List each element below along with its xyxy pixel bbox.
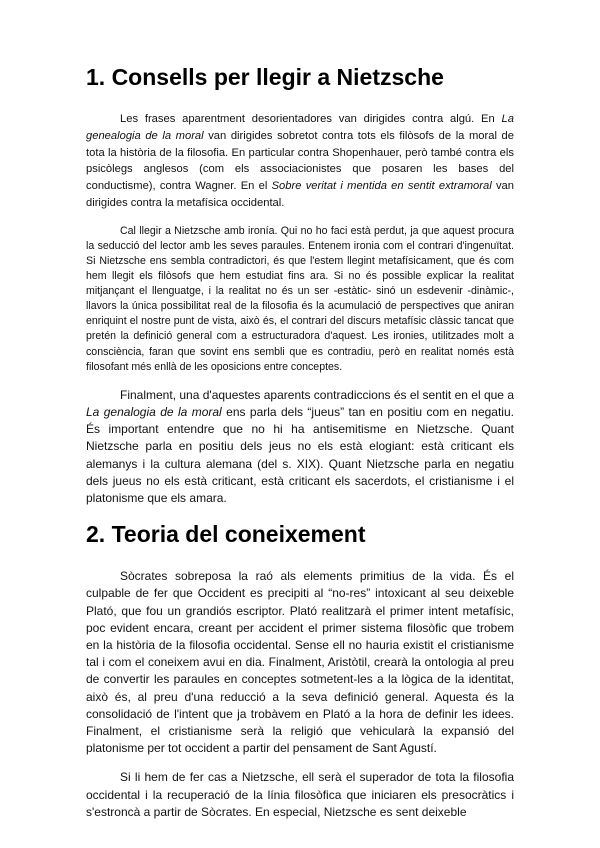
s1p1-book-title: La genealogia de la moral [86, 113, 514, 142]
s1p1-essay-title: Sobre veritat i mentida en sentit extramoral [271, 180, 492, 193]
section-1-paragraph-2: Cal llegir a Nietzsche amb ironía. Qui no ho faci està perdut, ja que aquest procura la seducció del lector amb les seves paraules. Entenem ironia com el contrari d'ingenuïtat. Si Nietzsche ens sembla contradictori, és que l'estem llegint metafísicament, que és com hem llegit els filòsofs que hem estudiat fins ara. Si no és possible explicar la realitat mitjançant el llenguatge, i la realitat no és un ser -estàtic- sinó un esdevenir -dinàmic-, llavors la única possibilitat real de la filosofia és la acumulació de perspectives que aniran enriquint el nostre punt de vista, això és, el contrari del discurs metafísic clàssic tancat que pretén la definició general com a estructuradora d'aquest. Les ironies, utilitzades molt a consciència, faran que sovint ens sembli que es contradiu, però en realitat només està filosofant més enllà de les oposicions entre conceptes. [86, 224, 514, 373]
section-2-paragraph-1: Sòcrates sobreposa la raó als elements primitius de la vida. És el culpable de fer que Occident es precipiti al “no-res” intoxicant al seu deixeble Plató, que fou un grandiós escriptor. Plató realitzarà el primer intent metafísic, poc evident encara, creant per accident el primer sistema filosòfic que trobem en la història de la filosofia occidental. Sense ell no hauria existit el cristianisme tal i com el coneixem avui en dia. Finalment, Aristòtil, crearà la ontologia al preu de convertir les paraules en conceptes sotmetent-les a la lògica de la identitat, això és, al preu d'una reducció a la seva definició general. Aquesta és la consolidació de l'intent que ja trobàvem en Plató a la hora de definir les idees. Finalment, el cristianisme serà la religió que vehicularà la expansió del platonisme per tot occident a partir del pensament de Sant Agustí. [86, 569, 514, 756]
section-2-heading: 2. Teoria del coneixement [86, 521, 366, 548]
s1p3-book-title: La genalogia de la moral [86, 404, 222, 419]
section-2-paragraph-2: Si li hem de fer cas a Nietzsche, ell serà el superador de tota la filosofia occidental i la recuperació de la línia filosòfica que iniciaren els presocràtics i s'estroncà a partir de Sòcrates. En especial, Nietzsche es sent deixeble [86, 770, 514, 819]
section-1-paragraph-3 [86, 387, 514, 507]
s1p1-text-e: van dirigides contra la metafísica occidental. [86, 180, 514, 209]
section-1-paragraph-1 [86, 111, 514, 212]
s1p1-text-c: van dirigides sobretot contra tots els filòsofs de la moral de tota la història de la filosofia. En particular contra Shopenhauer, però també contra els psicòlegs anglesos (com els associacionistes que posaren les bases del conductisme), contra Wagner. En el [86, 129, 514, 193]
s1p3-text-c: ens parla dels “jueus” tan en positiu com en negatiu. És important entendre que no hi ha antisemitisme en Nietzsche. Quant Nietzsche parla en positiu dels jeus no els està elogiant: està criticant els alemanys i la cultura alemana (del s. XIX). Quant Nietzsche parla en negatiu dels jueus no els està criticant, està criticant els sacerdots, el cristianisme i el platonisme que els amara. [86, 404, 514, 505]
s1p3-text-a: Finalment, una d'aquestes aparents contradiccions és el sentit en el que a [120, 387, 514, 402]
s1p1-text-a: Les frases aparentment desorientadores van dirigides contra algú. En [120, 113, 502, 125]
section-1-heading: 1. Consells per llegir a Nietzsche [86, 64, 444, 90]
